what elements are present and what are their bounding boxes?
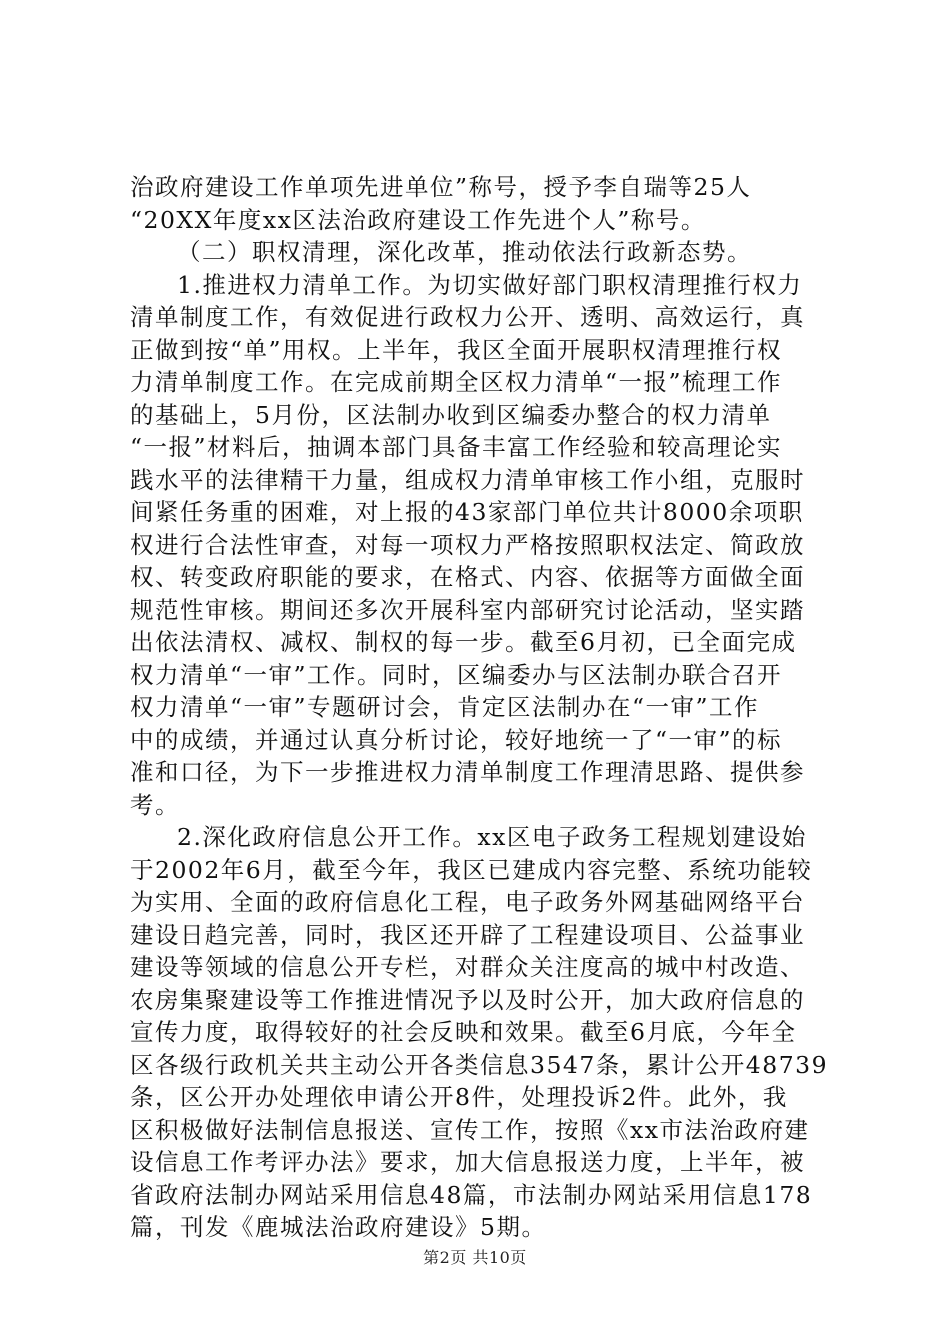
text-line: 权、转变政府职能的要求，在格式、内容、依据等方面做全面 <box>130 563 805 591</box>
text-line: 正做到按“单”用权。上半年，我区全面开展职权清理推行权 <box>130 335 783 364</box>
body-text <box>130 171 836 1244</box>
text-line: 规范性审核。期间还多次开展科室内部研究讨论活动，坚实踏 <box>130 595 805 624</box>
text-line: 建设等领域的信息公开专栏，对群众关注度高的城中村改造、 <box>130 953 805 981</box>
page-number-footer: 第2页 共10页 <box>423 1248 527 1267</box>
text-line: 权力清单“一审”工作。同时，区编委办与区法制办联合召开 <box>130 660 783 689</box>
text-line: 省政府法制办网站采用信息48篇，市法制办网站采用信息178 <box>130 1180 813 1209</box>
text-line: 出依法清权、减权、制权的每一步。截至6月初，已全面完成 <box>130 628 797 656</box>
text-line: 权力清单“一审”专题研讨会，肯定区法制办在“一审”工作 <box>130 693 760 721</box>
text-line: 区各级行政机关共主动公开各类信息3547条，累计公开48739 <box>130 1050 829 1079</box>
text-line: 践水平的法律精干力量，组成权力清单审核工作小组，克服时 <box>130 465 805 494</box>
text-line: 宣传力度，取得较好的社会反映和效果。截至6月底，今年全 <box>130 1018 797 1046</box>
text-line: 力清单制度工作。在完成前期全区权力清单“一报”梳理工作 <box>130 368 783 396</box>
text-line: 准和口径，为下一步推进权力清单制度工作理清思路、提供参 <box>130 758 805 786</box>
paragraph-start: 2.深化政府信息公开工作。xx区电子政务工程规划建设始 <box>177 823 807 851</box>
text-line: 中的成绩，并通过认真分析讨论，较好地统一了“一审”的标 <box>130 725 783 754</box>
text-line: 间紧任务重的困难，对上报的43家部门单位共计8000余项职 <box>130 498 804 526</box>
text-line: 权进行合法性审查，对每一项权力严格按照职权法定、简政放 <box>130 530 805 559</box>
text-line: 农房集聚建设等工作推进情况予以及时公开，加大政府信息的 <box>130 985 805 1014</box>
text-line: 区积极做好法制信息报送、宣传工作，按照《xx市法治政府建 <box>130 1115 810 1144</box>
text-line: 建设日趋完善，同时，我区还开辟了工程建设项目、公益事业 <box>130 920 805 949</box>
text-line: “20XX年度xx区法治政府建设工作先进个人”称号。 <box>130 205 706 234</box>
text-line: 条，区公开办处理依申请公开8件，处理投诉2件。此外，我 <box>130 1083 788 1111</box>
text-line: 为实用、全面的政府信息化工程，电子政务外网基础网络平台 <box>130 888 805 916</box>
paragraph-start: 1.推进权力清单工作。为切实做好部门职权清理推行权力 <box>177 270 803 299</box>
text-line: 的基础上，5月份，区法制办收到区编委办整合的权力清单 <box>130 400 772 429</box>
text-line: “一报”材料后，抽调本部门具备丰富工作经验和较高理论实 <box>130 433 783 461</box>
text-line: 清单制度工作，有效促进行政权力公开、透明、高效运行，真 <box>130 303 805 331</box>
text-line: 考。 <box>130 790 180 819</box>
section-heading: （二）职权清理，深化改革，推动依法行政新态势。 <box>177 238 752 266</box>
text-line: 于2002年6月，截至今年，我区已建成内容完整、系统功能较 <box>130 855 813 884</box>
text-line: 设信息工作考评办法》要求，加大信息报送力度，上半年，被 <box>130 1148 805 1176</box>
text-line: 治政府建设工作单项先进单位”称号，授予李自瑞等25人 <box>130 173 752 201</box>
text-line: 篇，刊发《鹿城法治政府建设》5期。 <box>130 1213 547 1241</box>
